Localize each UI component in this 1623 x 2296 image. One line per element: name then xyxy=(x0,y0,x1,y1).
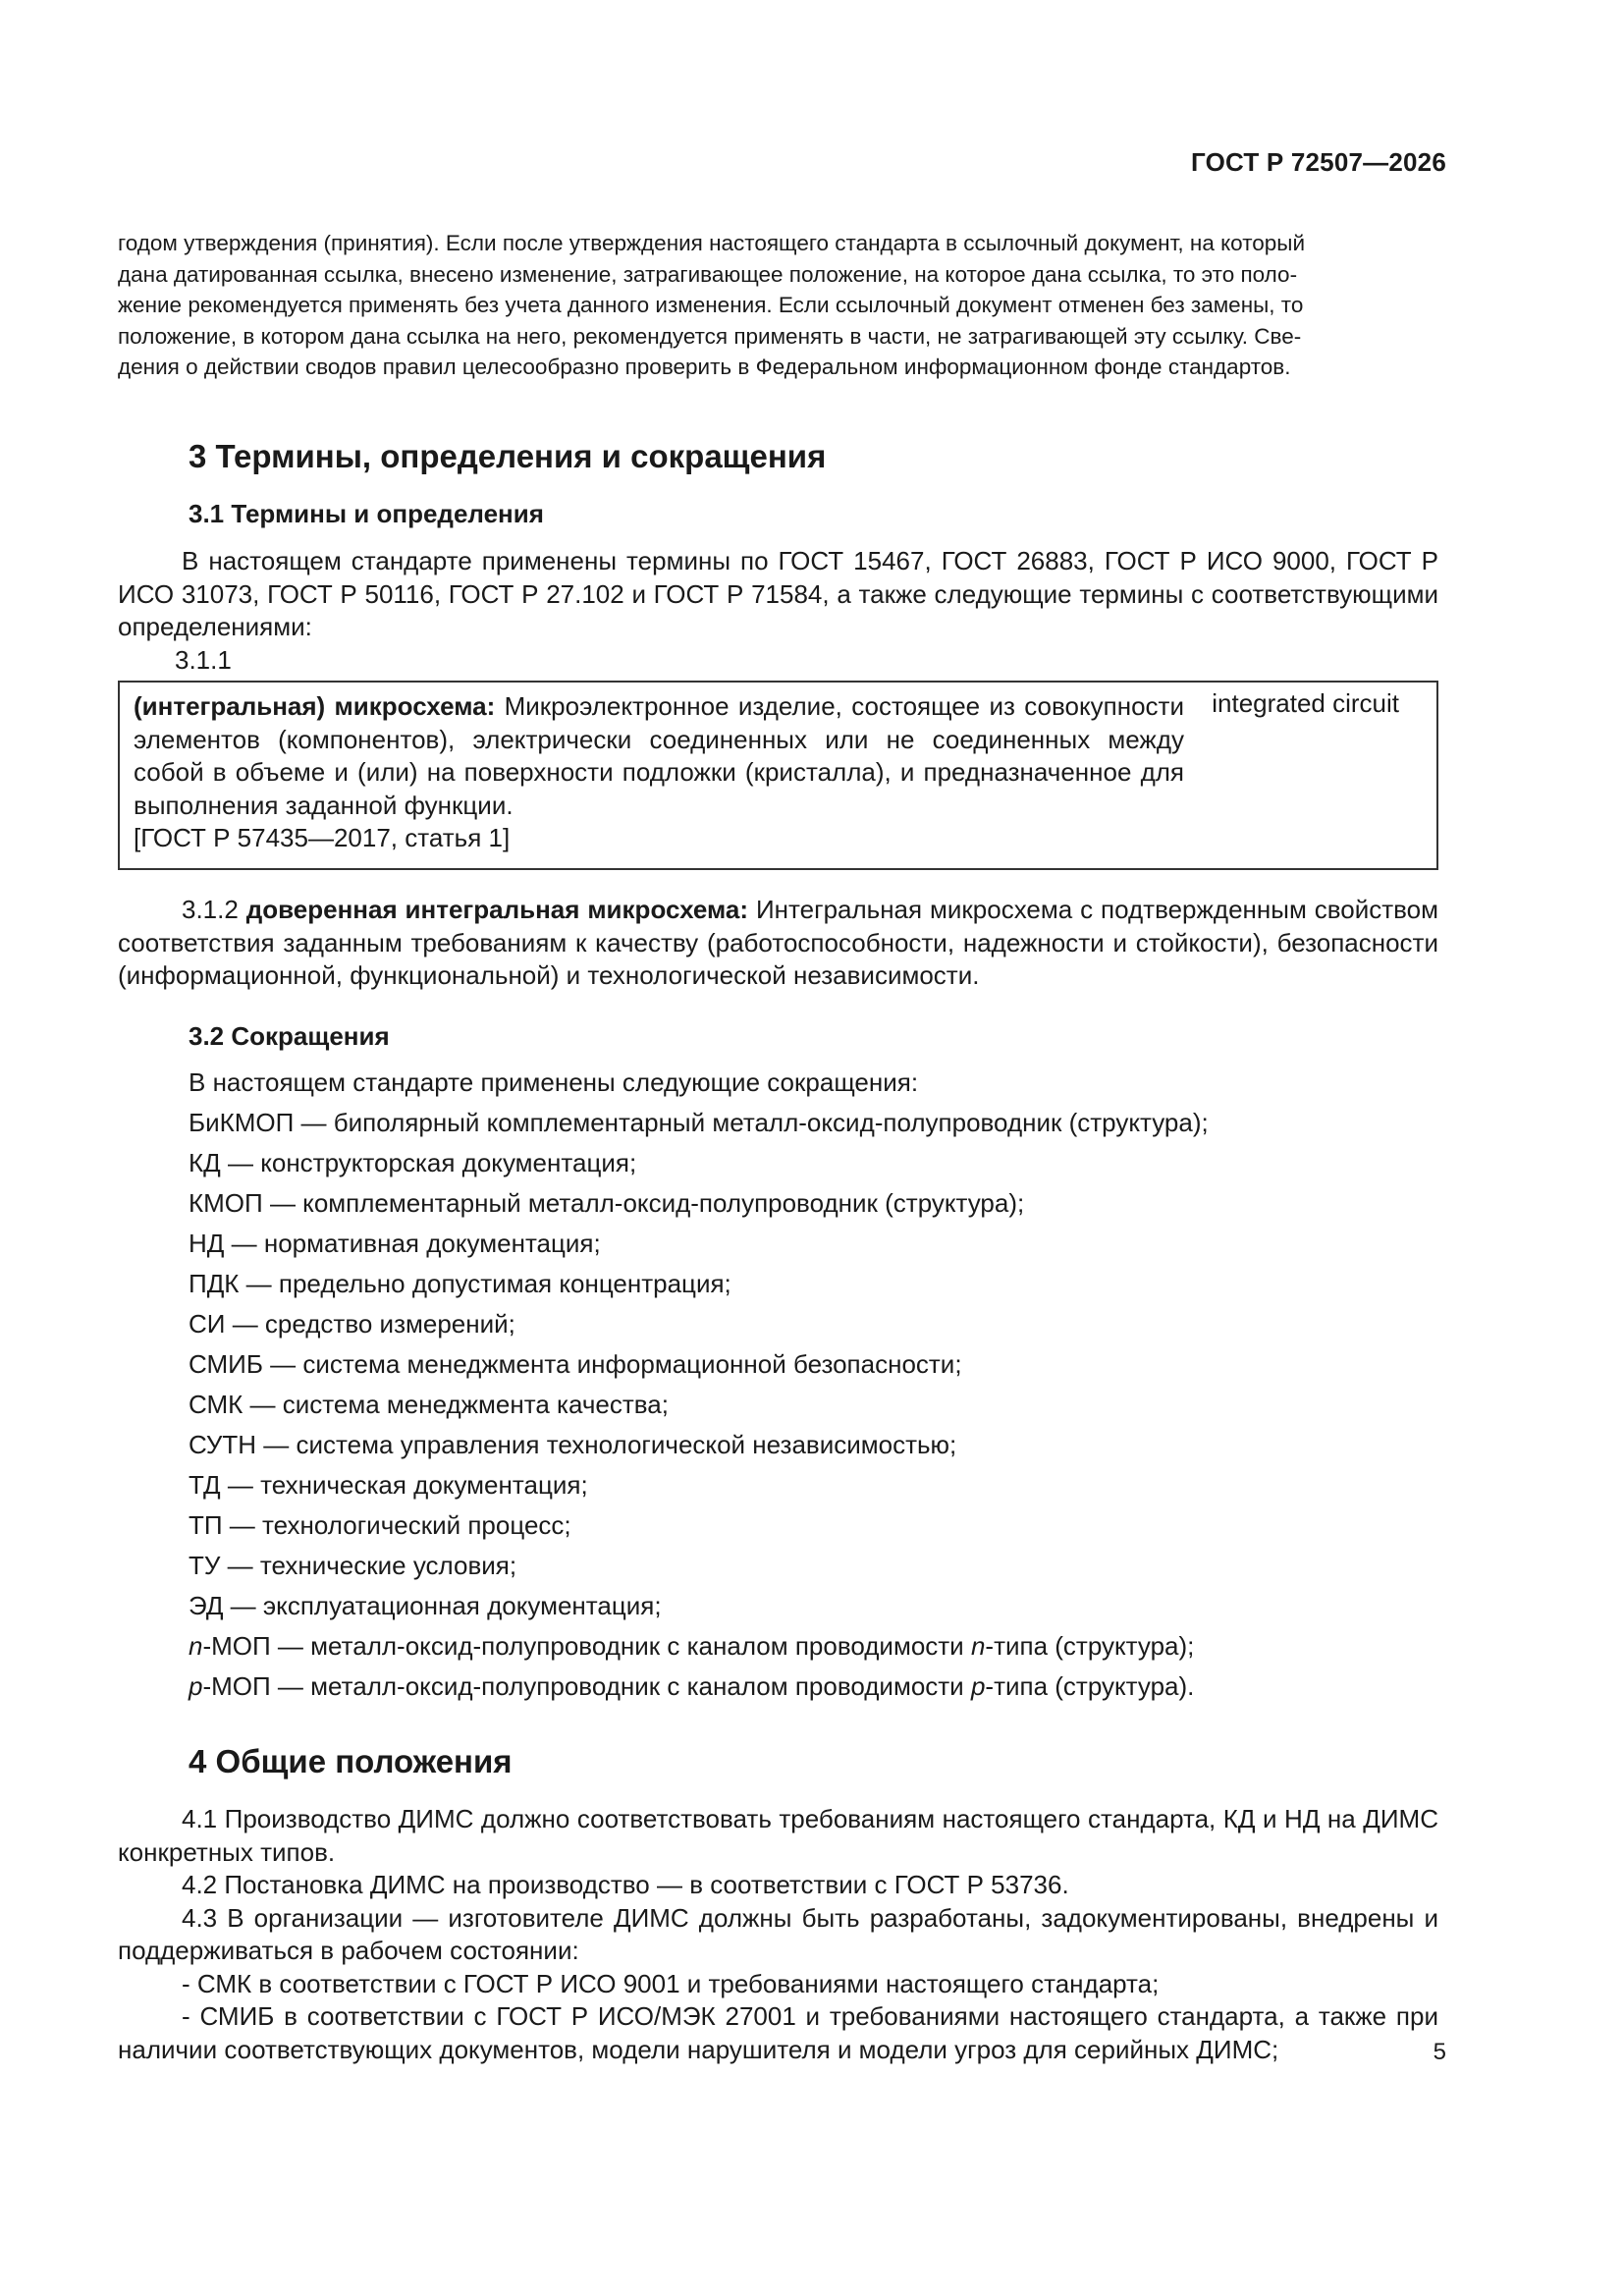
abbreviation-item: ТД — техническая документация; xyxy=(189,1470,588,1500)
term-2-name: доверенная интегральная микросхема: xyxy=(245,895,749,924)
term-1-english: integrated circuit xyxy=(1212,688,1399,718)
abbreviation-item: БиКМОП — биполярный комплементарный металл-оксид-полупроводник (структура); xyxy=(189,1108,1209,1137)
paragraph-4-3: 4.3 В организации — изготовителе ДИМС должны быть разработаны, задокументированы, внедрены и поддерживаться в рабочем состоянии: xyxy=(118,1902,1438,1965)
abbreviation-item: ТП — технологический процесс; xyxy=(189,1510,571,1540)
subsection-3-2-heading: 3.2 Сокращения xyxy=(189,1021,390,1051)
abbreviation-item: СМИБ — система менеджмента информационной безопасности; xyxy=(189,1349,962,1379)
abbreviation-item: СУТН — система управления технологической независимостью; xyxy=(189,1430,957,1459)
abbreviations-list xyxy=(118,1066,1438,1704)
section-3-heading: 3 Термины, определения и сокращения xyxy=(189,438,827,474)
intro-line: положение, в котором дана ссылка на него, рекомендуется применять в части, не затрагивающей эту ссылку. Све- xyxy=(118,323,1302,349)
italic-letter: p xyxy=(189,1671,203,1701)
abbreviation-item: ТУ — технические условия; xyxy=(189,1551,517,1580)
italic-letter: p xyxy=(970,1671,986,1701)
abbreviation-item-nmos xyxy=(118,1630,1438,1664)
abbreviation-item: ЭД — эксплуатационная документация; xyxy=(189,1591,662,1620)
italic-letter: n xyxy=(970,1631,986,1661)
intro-line: дения о действии сводов правил целесообразно проверить в Федеральном информационном фонде стандартов. xyxy=(118,355,1291,379)
dash-item-2: - СМИБ в соответствии с ГОСТ Р ИСО/МЭК 27001 и требованиями настоящего стандарта, а также при наличии соответствующих документов, модели нарушителя и модели угроз для серийных ДИМС; xyxy=(118,2001,1438,2064)
abbreviation-item-pmos xyxy=(118,1670,1438,1704)
abbreviation-item: НД — нормативная документация; xyxy=(189,1229,601,1258)
term-1-name: (интегральная) микросхема: xyxy=(134,691,496,721)
italic-letter: n xyxy=(189,1631,203,1661)
abbreviation-text: -типа (структура). xyxy=(985,1671,1195,1701)
section-4-heading: 4 Общие положения xyxy=(189,1743,513,1779)
dash-item-1: - СМК в соответствии с ГОСТ Р ИСО 9001 и требованиями настоящего стандарта; xyxy=(182,1968,1160,1998)
term-1-box xyxy=(118,681,1438,870)
abbreviation-item: КМОП — комплементарный металл-оксид-полупроводник (структура); xyxy=(189,1188,1025,1218)
paragraph-4-2: 4.2 Постановка ДИМС на производство — в соответствии с ГОСТ Р 53736. xyxy=(182,1870,1069,1899)
intro-paragraph xyxy=(118,228,1438,383)
intro-line: годом утверждения (принятия). Если после утверждения настоящего стандарта в ссылочный документ, на который xyxy=(118,231,1306,255)
intro-line: жение рекомендуется применять без учета данного изменения. Если ссылочный документ отменен без замены, то xyxy=(118,293,1304,317)
term-2-paragraph xyxy=(118,894,1438,993)
term-2-definition: Интегральная микросхема с подтвержденным свойством соответствия заданным требованиям к качеству (работоспособности, надежности и стойкости), безопасности (информационной, функциональной) и технологической независимости. xyxy=(118,895,1438,990)
abbreviation-item: СМК — система менеджмента качества; xyxy=(189,1390,669,1419)
intro-line: дана датированная ссылка, внесено изменение, затрагивающее положение, на которое дана ссылка, то это поло- xyxy=(118,261,1298,287)
term-1-definition xyxy=(134,690,1184,822)
abbreviation-text: -МОП — металл-оксид-полупроводник с каналом проводимости xyxy=(202,1671,971,1701)
term-1-definition-text: Микроэлектронное изделие, состоящее из совокупности элементов (компонентов), электрически соединенных или не соединенных между собой в объеме и (или) на поверхности подложки (кристалла), и предназначенное для выполнения заданной функции. xyxy=(134,691,1184,820)
document-header: ГОСТ Р 72507—2026 xyxy=(1191,147,1446,177)
term-1-source: [ГОСТ Р 57435—2017, статья 1] xyxy=(134,823,511,852)
abbreviations-intro: В настоящем стандарте применены следующие сокращения: xyxy=(189,1067,919,1097)
term-2-number: 3.1.2 xyxy=(182,895,239,924)
paragraph-4-1: 4.1 Производство ДИМС должно соответствовать требованиям настоящего стандарта, КД и НД на ДИМС конкретных типов. xyxy=(118,1804,1438,1867)
abbreviation-item: ПДК — предельно допустимая концентрация; xyxy=(189,1269,731,1298)
abbreviation-text: -типа (структура); xyxy=(985,1631,1195,1661)
term-1-number: 3.1.1 xyxy=(175,645,232,675)
page-number: 5 xyxy=(1433,2039,1446,2065)
abbreviation-text: -МОП — металл-оксид-полупроводник с каналом проводимости xyxy=(202,1631,971,1661)
section-4-body xyxy=(118,1803,1438,2066)
abbreviation-item: КД — конструкторская документация; xyxy=(189,1148,637,1177)
subsection-3-1-heading: 3.1 Термины и определения xyxy=(189,499,544,528)
terms-intro-paragraph: В настоящем стандарте применены термины по ГОСТ 15467, ГОСТ 26883, ГОСТ Р ИСО 9000, ГОСТ Р ИСО 31073, ГОСТ Р 50116, ГОСТ Р 27.102 и ГОСТ Р 71584, а также следующие термины с соответствующими определениями: xyxy=(118,546,1438,641)
abbreviation-item: СИ — средство измерений; xyxy=(189,1309,515,1339)
